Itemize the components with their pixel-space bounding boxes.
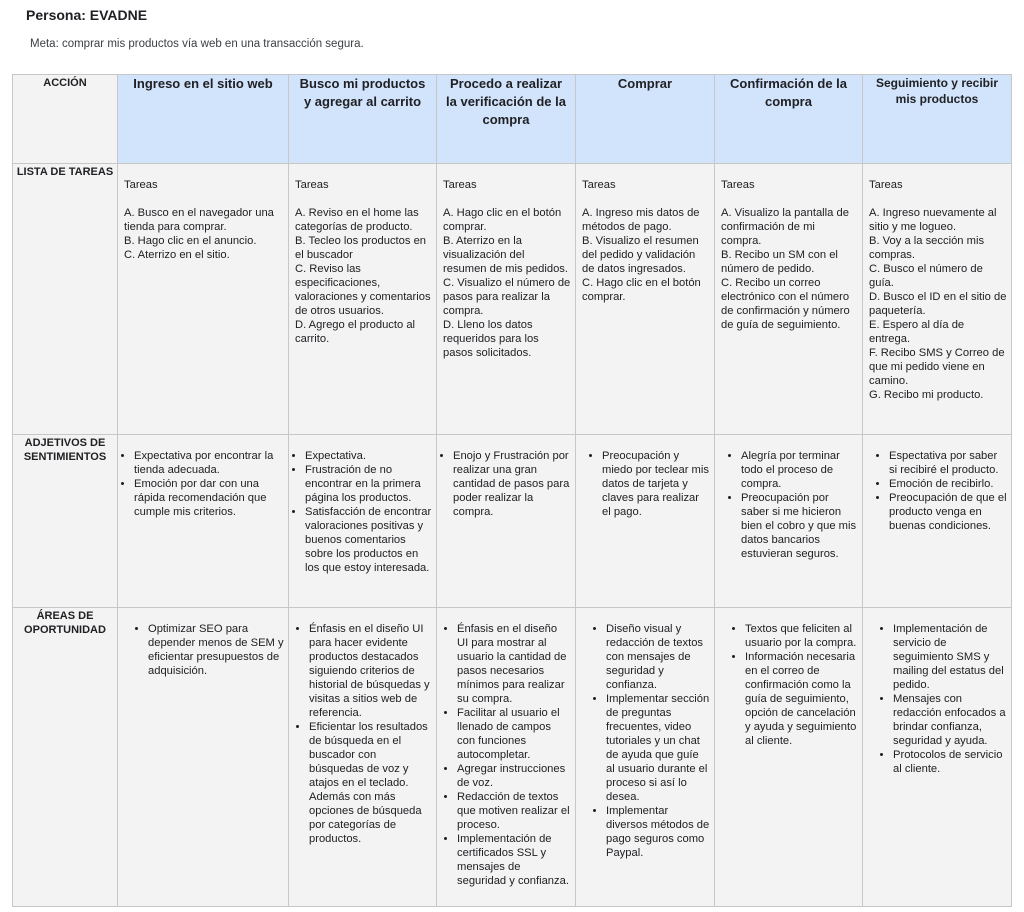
task-item: C. Hago clic en el botón comprar. — [582, 277, 701, 303]
opportunities-cell — [437, 608, 576, 907]
feeling-item: • Enojo y Frustración por realizar una gran cantidad de pasos para poder realizar la compra. — [453, 449, 571, 519]
feelings-list — [439, 449, 571, 519]
task-item: D. Busco el ID en el sitio de paquetería. — [869, 291, 1007, 317]
tasks-cell — [289, 164, 437, 435]
task-item: C. Recibo un correo electrónico con el número de confirmación y número de guía de seguimiento. — [721, 277, 850, 331]
task-item: B. Voy a la sección mis compras. — [869, 235, 985, 261]
tasks-row — [13, 164, 1012, 435]
stage-header-row — [13, 75, 1012, 164]
opportunities-cell — [576, 608, 715, 907]
tasks-cell — [437, 164, 576, 435]
persona-goal: Meta: comprar mis productos vía web en una transacción segura. — [30, 38, 364, 50]
stage-header: Busco mi productos y agregar al carrito — [289, 75, 437, 164]
tasks-cell — [715, 164, 863, 435]
task-item: A. Busco en el navegador una tienda para comprar. — [124, 207, 274, 233]
opportunity-item: • Implementación de servicio de seguimiento SMS y mailing del estatus del pedido. — [893, 622, 1007, 692]
task-item: A. Visualizo la pantalla de confirmación de mi compra. — [721, 207, 849, 247]
task-item: A. Ingreso mis datos de métodos de pago. — [582, 207, 700, 233]
opportunity-item: • Implementación de certificados SSL y mensajes de seguridad y confianza. — [457, 832, 571, 888]
opportunities-list — [582, 622, 710, 860]
feelings-list — [291, 449, 432, 575]
feeling-item: • Satisfacción de encontrar valoraciones positivas y buenos comentarios sobre los productos en los que estoy interesada. — [305, 505, 432, 575]
stage-header: Procedo a realizar la verificación de la compra — [437, 75, 576, 164]
feeling-item: • Emoción por dar con una rápida recomendación que cumple mis criterios. — [134, 477, 284, 519]
opportunity-item: • Énfasis en el diseño UI para hacer evidente productos destacados siguiendo criterios de historial de búsquedas y visitas a sitios web de referencia. — [309, 622, 432, 720]
tasks-heading: Tareas — [582, 179, 616, 191]
stage-header: Seguimiento y recibir mis productos — [863, 75, 1012, 164]
opportunities-list — [124, 622, 284, 678]
opportunity-item: • Mensajes con redacción enfocados a brindar confianza, seguridad y ayuda. — [893, 692, 1007, 748]
feelings-row — [13, 435, 1012, 608]
task-item: C. Aterrizo en el sitio. — [124, 249, 230, 261]
opportunity-item: • Protocolos de servicio al cliente. — [893, 748, 1007, 776]
opportunity-item: • Énfasis en el diseño UI para mostrar al usuario la cantidad de pasos necesarios mínimos para realizar su compra. — [457, 622, 571, 706]
feeling-item: • Espectativa por saber si recibiré el producto. — [889, 449, 1007, 477]
opportunity-item: • Facilitar al usuario el llenado de campos con funciones autocompletar. — [457, 706, 571, 762]
opportunity-item: • Optimizar SEO para depender menos de SEM y eficientar presupuestos de adquisición. — [148, 622, 284, 678]
feeling-item: • Expectativa por encontrar la tienda adecuada. — [134, 449, 284, 477]
task-item: A. Reviso en el home las categorías de producto. — [295, 207, 419, 233]
opportunity-item: • Información necesaria en el correo de confirmación como la guía de seguimiento, opción de cancelación y ayuda y seguimiento al cliente. — [745, 650, 858, 748]
feeling-item: • Preocupación y miedo por teclear mis datos de tarjeta y claves para realizar el pago. — [602, 449, 710, 519]
opportunities-list — [869, 622, 1007, 776]
opportunity-item: • Redacción de textos que motiven realizar el proceso. — [457, 790, 571, 832]
opportunities-list — [721, 622, 858, 748]
tasks-cell — [863, 164, 1012, 435]
feelings-list — [865, 449, 1007, 533]
opportunities-cell — [289, 608, 437, 907]
opportunity-item: • Implementar diversos métodos de pago seguros como Paypal. — [606, 804, 710, 860]
tasks-heading: Tareas — [443, 179, 477, 191]
task-item: G. Recibo mi producto. — [869, 389, 984, 401]
feelings-list — [578, 449, 710, 519]
tasks-row-label: LISTA DE TAREAS — [13, 164, 118, 435]
opportunity-item: • Diseño visual y redacción de textos con mensajes de seguridad y confianza. — [606, 622, 710, 692]
feeling-item: • Preocupación de que el producto venga en buenas condiciones. — [889, 491, 1007, 533]
action-header: ACCIÓN — [13, 75, 118, 164]
feeling-item: • Expectativa. — [305, 449, 432, 463]
task-item: C. Busco el número de guía. — [869, 263, 983, 289]
task-item: B. Tecleo los productos en el buscador — [295, 235, 427, 261]
feelings-cell — [863, 435, 1012, 608]
task-item: A. Ingreso nuevamente al sitio y me logueo. — [869, 207, 997, 233]
feelings-row-label: ADJETIVOS DE SENTIMIENTOS — [13, 435, 118, 608]
opportunity-item: • Textos que feliciten al usuario por la compra. — [745, 622, 858, 650]
opportunities-row-label: ÁREAS DE OPORTUNIDAD — [13, 608, 118, 907]
feelings-list — [120, 449, 284, 519]
stage-header: Comprar — [576, 75, 715, 164]
opportunities-cell — [715, 608, 863, 907]
opportunities-list — [443, 622, 571, 888]
task-item: B. Recibo un SM con el número de pedido. — [721, 249, 838, 275]
opportunities-list — [295, 622, 432, 846]
journey-map-table — [12, 74, 1012, 907]
task-item: B. Aterrizo en la visualización del resumen de mis pedidos. — [443, 235, 568, 275]
feelings-cell — [715, 435, 863, 608]
opportunities-cell — [118, 608, 289, 907]
task-item: D. Lleno los datos requeridos para los pasos solicitados. — [443, 319, 539, 359]
task-item: B. Visualizo el resumen del pedido y validación de datos ingresados. — [582, 235, 699, 275]
feelings-cell — [437, 435, 576, 608]
task-item: E. Espero al día de entrega. — [869, 319, 965, 345]
task-item: B. Hago clic en el anuncio. — [124, 235, 257, 247]
feelings-cell — [118, 435, 289, 608]
tasks-cell — [118, 164, 289, 435]
tasks-heading: Tareas — [295, 179, 329, 191]
opportunity-item: • Agregar instrucciones de voz. — [457, 762, 571, 790]
feeling-item: • Frustración de no encontrar en la primera página los productos. — [305, 463, 432, 505]
task-item: A. Hago clic en el botón comprar. — [443, 207, 562, 233]
persona-title: Persona: EVADNE — [26, 7, 148, 23]
feeling-item: • Emoción de recibirlo. — [889, 477, 1007, 491]
task-item: C. Reviso las especificaciones, valoraciones y comentarios de otros usuarios. — [295, 263, 431, 317]
tasks-heading: Tareas — [721, 179, 755, 191]
feelings-cell — [576, 435, 715, 608]
stage-header: Ingreso en el sitio web — [118, 75, 289, 164]
opportunities-cell — [863, 608, 1012, 907]
opportunity-item: • Eficientar los resultados de búsqueda en el buscador con búsquedas de voz y atajos en el teclado. Además con más opciones de búsqueda por categorías de productos. — [309, 720, 432, 846]
tasks-cell — [576, 164, 715, 435]
opportunity-item: • Implementar sección de preguntas frecuentes, video tutoriales y un chat de ayuda que guíe al usuario durante el proceso si así lo desea. — [606, 692, 710, 804]
tasks-heading: Tareas — [124, 179, 158, 191]
task-item: F. Recibo SMS y Correo de que mi pedido viene en camino. — [869, 347, 1005, 387]
feelings-list — [717, 449, 858, 561]
opportunities-row — [13, 608, 1012, 907]
stage-header: Confirmación de la compra — [715, 75, 863, 164]
tasks-heading: Tareas — [869, 179, 903, 191]
feeling-item: • Alegría por terminar todo el proceso de compra. — [741, 449, 858, 491]
task-item: D. Agrego el producto al carrito. — [295, 319, 416, 345]
feeling-item: • Preocupación por saber si me hicieron bien el cobro y que mis datos bancarios estuvieran seguros. — [741, 491, 858, 561]
feelings-cell — [289, 435, 437, 608]
task-item: C. Visualizo el número de pasos para realizar la compra. — [443, 277, 571, 317]
